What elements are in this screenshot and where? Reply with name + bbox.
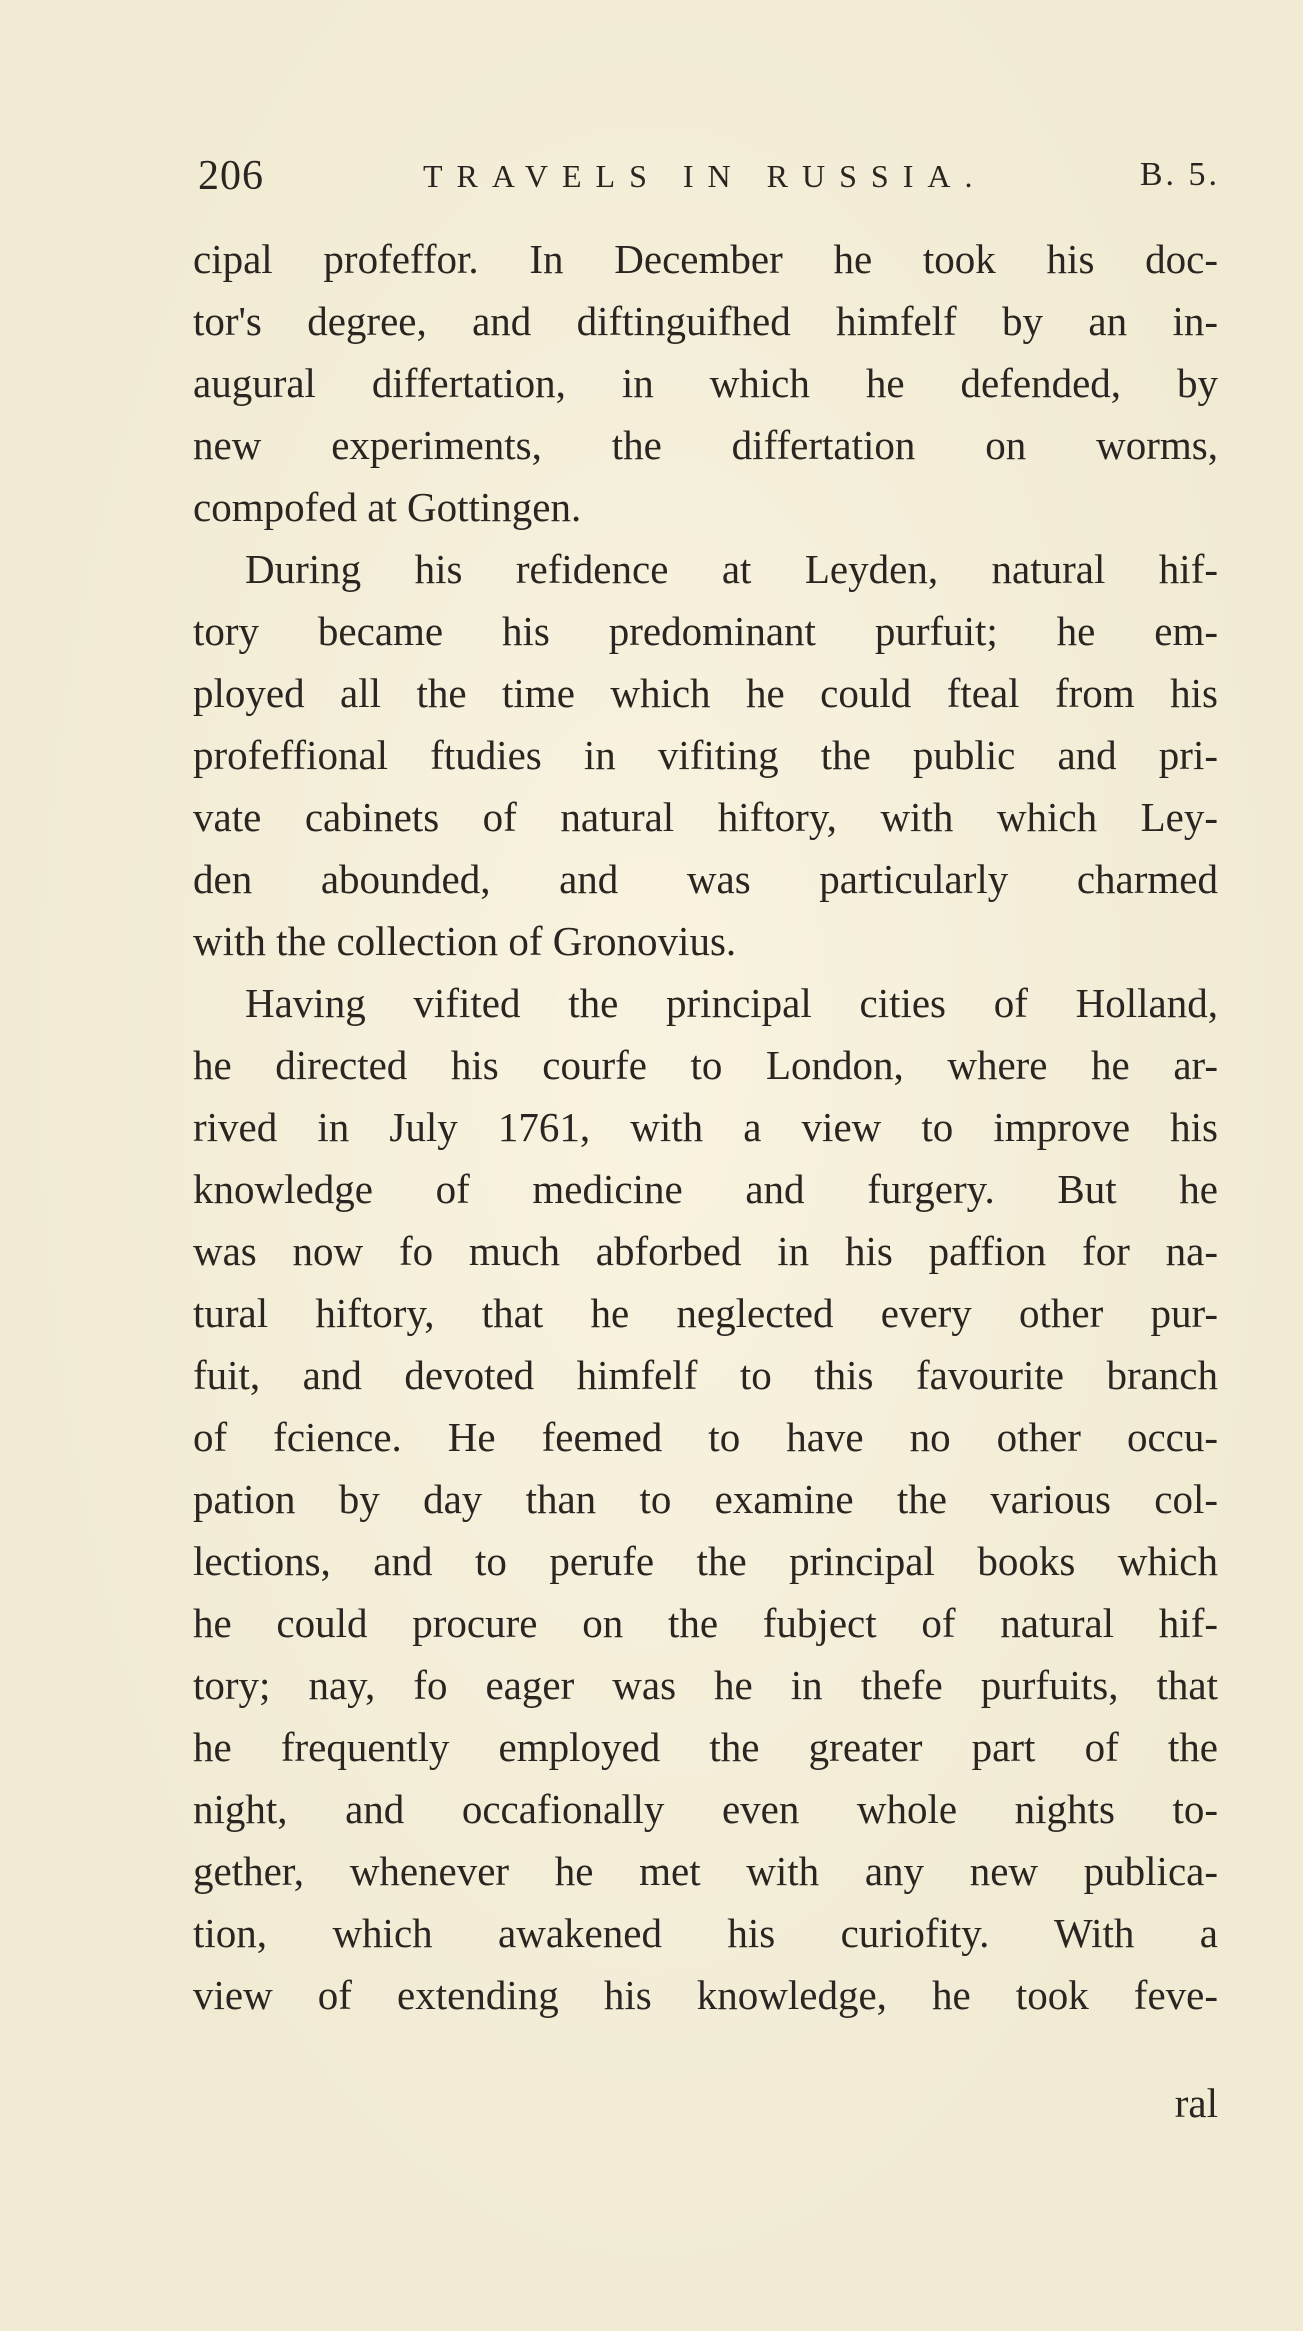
text-line: with the collection of Gronovius.	[193, 918, 737, 964]
text-line: view of extending his knowledge, he took feve-	[193, 1972, 1218, 2018]
text-line: tory; nay, fo eager was he in thefe purfuits, that	[193, 1662, 1218, 1708]
body-text	[193, 228, 1218, 2026]
running-title: TRAVELS IN RUSSIA.	[423, 158, 987, 194]
text-line: pation by day than to examine the various col-	[193, 1476, 1218, 1522]
text-line: den abounded, and was particularly charmed	[193, 856, 1218, 902]
catchword: ral	[1174, 2080, 1218, 2126]
text-line: augural differtation, in which he defended, by	[193, 360, 1218, 406]
text-line: fuit, and devoted himfelf to this favourite branch	[193, 1352, 1218, 1398]
page-number: 206	[198, 153, 264, 199]
text-line: he directed his courfe to London, where he ar-	[193, 1042, 1218, 1088]
text-line: During his refidence at Leyden, natural hif-	[245, 546, 1218, 592]
text-line: compofed at Gottingen.	[193, 484, 582, 530]
text-line: Having vifited the principal cities of Holland,	[245, 980, 1218, 1026]
text-line: cipal profeffor. In December he took his doc-	[193, 236, 1218, 282]
text-line: he could procure on the fubject of natural hif-	[193, 1600, 1218, 1646]
text-line: new experiments, the differtation on worms,	[193, 422, 1218, 468]
text-line: ployed all the time which he could fteal from his	[193, 670, 1218, 716]
text-line: of fcience. He feemed to have no other occu-	[193, 1414, 1218, 1460]
text-line: vate cabinets of natural hiftory, with which Ley-	[193, 794, 1218, 840]
text-line: gether, whenever he met with any new publica-	[193, 1848, 1218, 1894]
text-line: was now fo much abforbed in his paffion for na-	[193, 1228, 1218, 1274]
running-head	[198, 152, 1220, 208]
text-line: he frequently employed the greater part of the	[193, 1724, 1218, 1770]
text-line: knowledge of medicine and furgery. But he	[193, 1166, 1218, 1212]
text-line: tion, which awakened his curiofity. With a	[193, 1910, 1218, 1956]
text-line: lections, and to perufe the principal books which	[193, 1538, 1218, 1584]
text-line: profeffional ftudies in vifiting the public and pri-	[193, 732, 1218, 778]
text-line: tor's degree, and diftinguifhed himfelf by an in-	[193, 298, 1218, 344]
text-line: night, and occafionally even whole nights to-	[193, 1786, 1218, 1832]
text-line: tural hiftory, that he neglected every other pur-	[193, 1290, 1218, 1336]
text-line: tory became his predominant purfuit; he em-	[193, 608, 1218, 654]
section-mark: B. 5.	[1139, 156, 1220, 193]
text-line: rived in July 1761, with a view to improve his	[193, 1104, 1218, 1150]
